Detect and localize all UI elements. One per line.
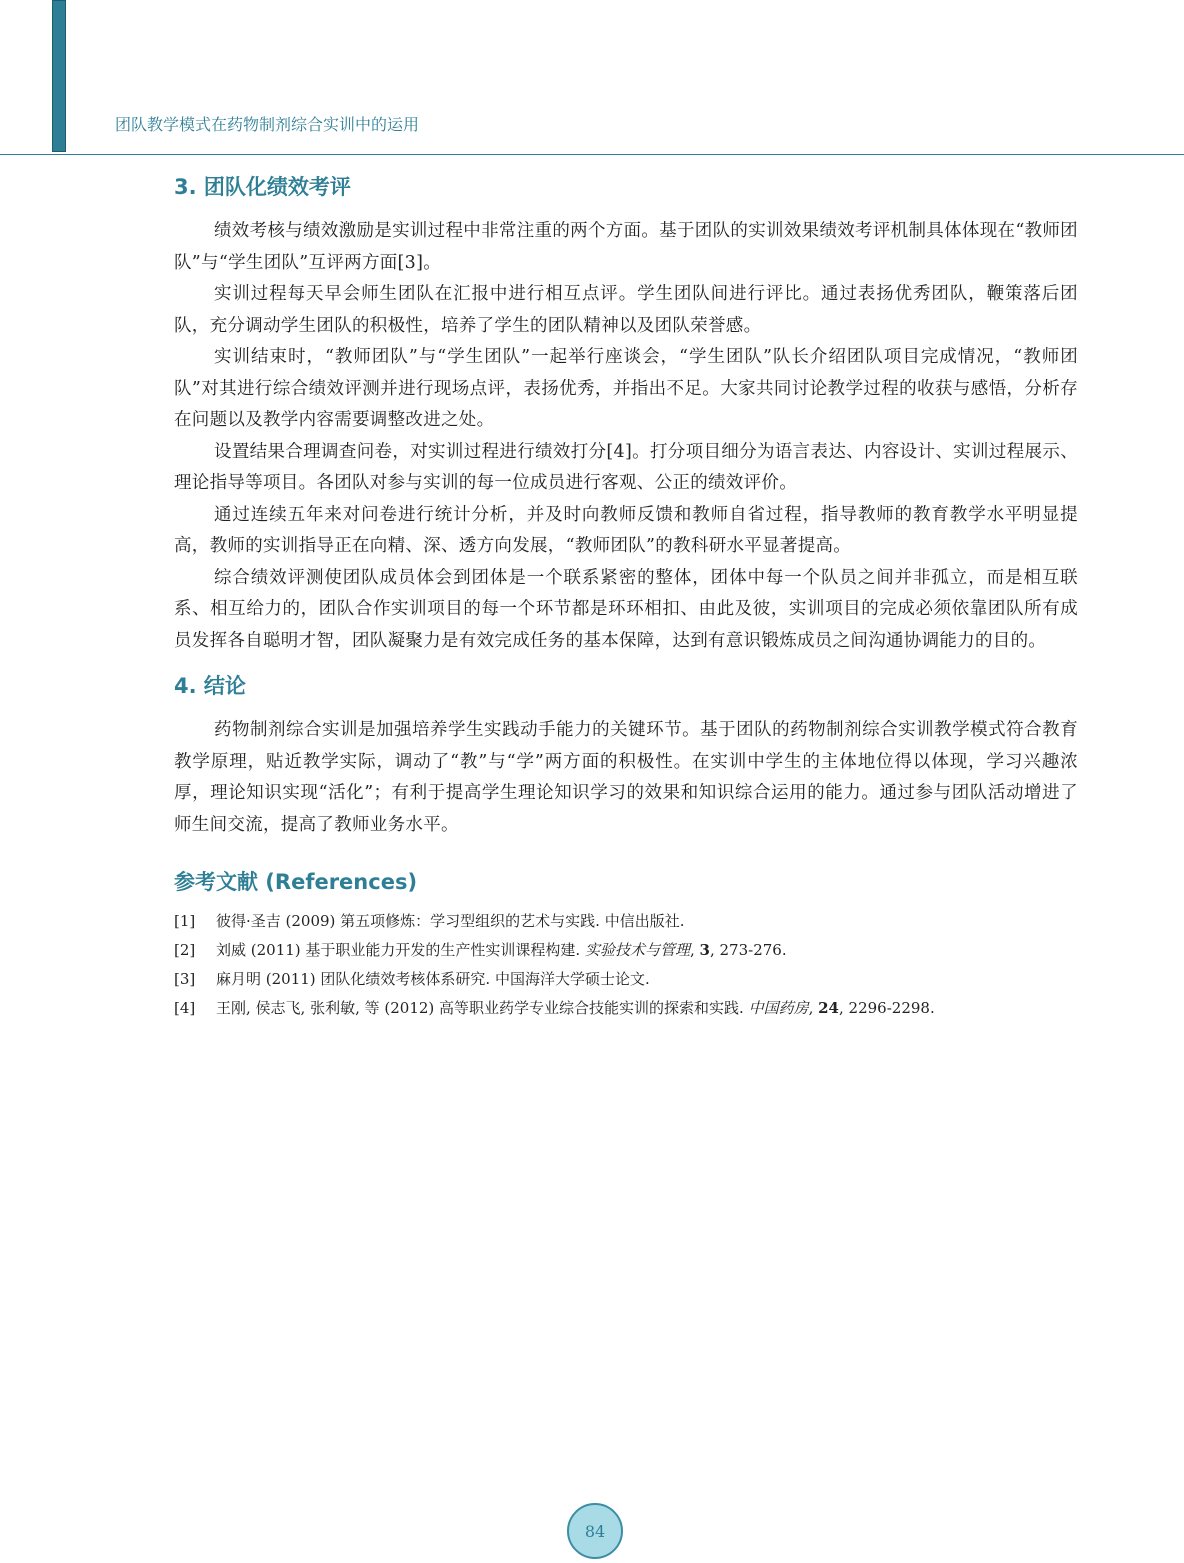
- header-accent-bar: [52, 0, 66, 152]
- reference-pages: , 273-276.: [709, 941, 787, 959]
- reference-separator: ,: [689, 941, 700, 959]
- running-title: 团队教学模式在药物制剂综合实训中的运用: [115, 115, 420, 134]
- reference-volume: 24: [818, 999, 839, 1017]
- page-number: 84: [584, 1521, 606, 1541]
- reference-item: [174, 907, 1078, 936]
- reference-separator: ,: [808, 999, 819, 1017]
- reference-text: [216, 936, 1078, 965]
- reference-number: [4]: [174, 999, 196, 1017]
- section-3-paragraph: 通过连续五年来对问卷进行统计分析，并及时向教师反馈和教师自省过程，指导教师的教育教学水平明显提高，教师的实训指导正在向精、深、透方向发展，“教师团队”的教科研水平显著提高。: [174, 504, 1078, 556]
- section-3-paragraph: 实训结束时，“教师团队”与“学生团队”一起举行座谈会，“学生团队”队长介绍团队项目完成情况，“教师团队”对其进行综合绩效评测并进行现场点评，表扬优秀，并指出不足。大家共同讨论教学过程的收获与感悟，分析存在问题以及教学内容需要调整改进之处。: [174, 347, 1078, 430]
- reference-text: [216, 994, 1078, 1023]
- reference-number: [2]: [174, 941, 196, 959]
- section-4-title: 4. 结论: [174, 674, 246, 698]
- section-3-paragraph: 设置结果合理调查问卷，对实训过程进行绩效打分[4]。打分项目细分为语言表达、内容设计、实训过程展示、理论指导等项目。各团队对参与实训的每一位成员进行客观、公正的绩效评价。: [174, 441, 1078, 493]
- references-title: 参考文献 (References): [174, 870, 418, 894]
- header-rule: [0, 154, 1184, 155]
- article-body: [174, 170, 1078, 1023]
- reference-text: 麻月明 (2011) 团队化绩效考核体系研究. 中国海洋大学硕士论文.: [216, 970, 650, 988]
- reference-text: 彼得·圣吉 (2009) 第五项修炼：学习型组织的艺术与实践. 中信出版社.: [216, 912, 685, 930]
- section-3-paragraph: 综合绩效评测使团队成员体会到团体是一个联系紧密的整体，团体中每一个队员之间并非孤立，而是相互联系、相互给力的，团队合作实训项目的每一个环节都是环环相扣、由此及彼，实训项目的完成必须依靠团队所有成员发挥各自聪明才智，团队凝聚力是有效完成任务的基本保障，达到有意识锻炼成员之间沟通协调能力的目的。: [174, 567, 1078, 651]
- reference-number: [1]: [174, 912, 196, 930]
- reference-item: [174, 965, 1078, 994]
- reference-item: [174, 936, 1078, 965]
- reference-volume: 3: [699, 941, 710, 959]
- reference-journal: 实验技术与管理: [584, 941, 690, 959]
- page-number-badge: [567, 1503, 623, 1559]
- reference-number: [3]: [174, 970, 196, 988]
- reference-pages: , 2296-2298.: [839, 999, 935, 1017]
- section-3-paragraph: 实训过程每天早会师生团队在汇报中进行相互点评。学生团队间进行评比。通过表扬优秀团队，鞭策落后团队，充分调动学生团队的积极性，培养了学生的团队精神以及团队荣誉感。: [174, 284, 1078, 336]
- reference-main: 刘威 (2011) 基于职业能力开发的生产性实训课程构建.: [216, 941, 585, 959]
- reference-journal: 中国药房: [748, 999, 809, 1017]
- section-4-paragraph: 药物制剂综合实训是加强培养学生实践动手能力的关键环节。基于团队的药物制剂综合实训教学模式符合教育教学原理，贴近教学实际，调动了“教”与“学”两方面的积极性。在实训中学生的主体地位得以体现，学习兴趣浓厚，理论知识实现“活化”；有利于提高学生理论知识学习的效果和知识综合运用的能力。通过参与团队活动增进了师生间交流，提高了教师业务水平。: [174, 720, 1078, 835]
- section-3-title: 3. 团队化绩效考评: [174, 175, 351, 199]
- reference-main: 王刚, 侯志飞, 张利敏, 等 (2012) 高等职业药学专业综合技能实训的探索和实践.: [216, 999, 749, 1017]
- section-3-paragraph: 绩效考核与绩效激励是实训过程中非常注重的两个方面。基于团队的实训效果绩效考评机制具体体现在“教师团队”与“学生团队”互评两方面[3]。: [174, 221, 1078, 273]
- reference-item: [174, 994, 1078, 1023]
